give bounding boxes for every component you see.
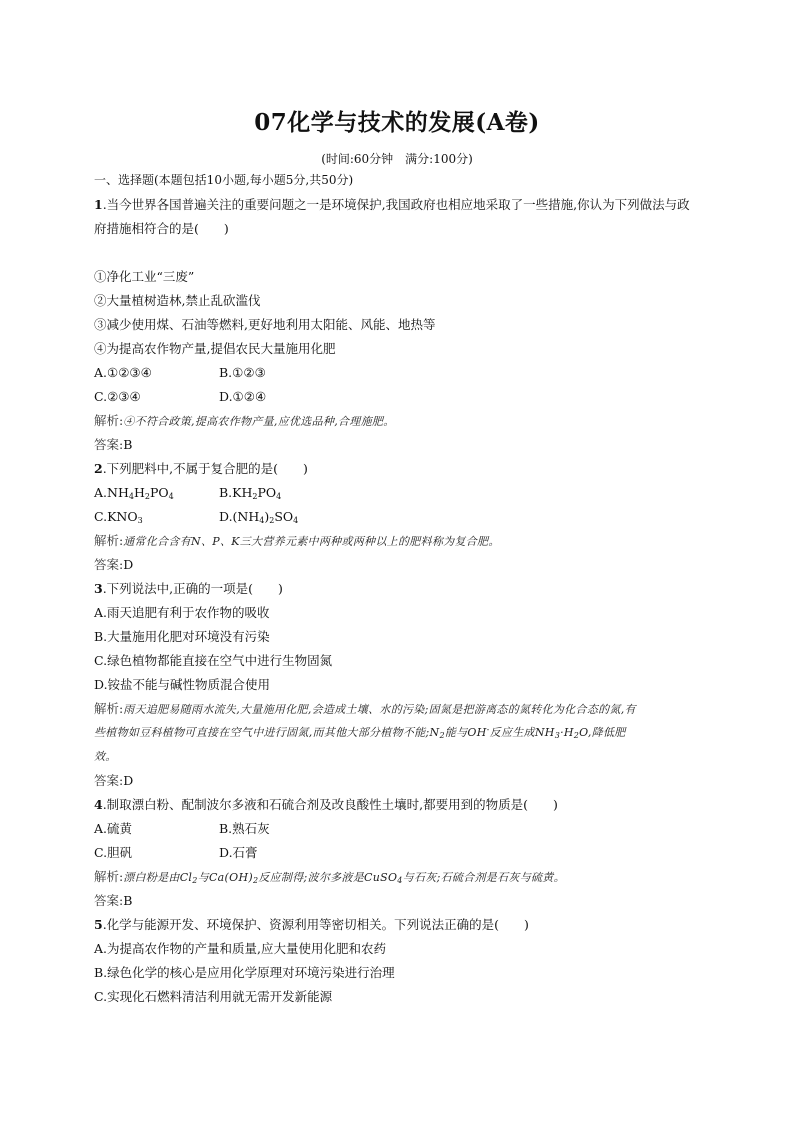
statement-item: ④为提高农作物产量,提倡农民大量施用化肥 (94, 341, 336, 356)
option-a: A.为提高农作物的产量和质量,应大量使用化肥和农药 (94, 941, 386, 956)
option-a: A.雨天追肥有利于农作物的吸收 (94, 605, 270, 620)
option-c: C.实现化石燃料清洁利用就无需开发新能源 (94, 989, 333, 1004)
answer-label: 答案: (94, 557, 124, 572)
document-title: 07化学与技术的发展(A卷) (254, 109, 540, 136)
answer: 答案:D (94, 557, 134, 572)
option-row (94, 820, 270, 838)
answer-label: 答案: (94, 773, 124, 788)
option-b: $B.KH_2PO_4$ (219, 485, 282, 501)
option-d: D.铵盐不能与碱性物质混合使用 (94, 677, 271, 692)
answer: 答案:D (94, 773, 134, 788)
explanation-label: 解析: (94, 869, 124, 884)
option-row (94, 364, 266, 382)
explanation-cont: 些植物如豆科植物可直接在空气中进行固氮,而其他大部分植物不能$;N_2$能与OH-反应生成$NH_3\cdot H_2O$,降低肥 (94, 725, 626, 740)
question-number: 1 (94, 197, 103, 212)
explanation-label: 解析: (94, 701, 124, 716)
question-1-stem: 1.当今世界各国普遍关注的重要问题之一是环境保护,我国政府也相应地采取了一些措施,你认为下列做法与政 (94, 197, 690, 212)
section-heading: 一、选择题(本题包括10小题,每小题5分,共50分) (94, 173, 354, 187)
option-d: D.石膏 (219, 845, 258, 860)
exam-info: (时间:60分钟 满分:100分) (321, 152, 473, 166)
explanation: 解析:雨天追肥易随雨水流失,大量施用化肥,会造成土壤、水的污染;固氮是把游离态的氮转化为化合态的氮,有 (94, 701, 636, 716)
option-d: D.①②④ (219, 389, 267, 404)
question-4-stem: 4.制取漂白粉、配制波尔多液和石硫合剂及改良酸性土壤时,都要用到的物质是( ) (94, 797, 558, 812)
option-a: A.①②③④ (94, 365, 152, 380)
question-number: 5 (94, 917, 103, 932)
explanation: 解析:④不符合政策,提高农作物产量,应优选品种,合理施肥。 (94, 413, 395, 428)
option-c: C.胆矾 (94, 845, 133, 860)
option-b: B.熟石灰 (219, 821, 270, 836)
statement-item: ②大量植树造林,禁止乱砍滥伐 (94, 293, 261, 308)
statement-item: ①净化工业“三废” (94, 269, 195, 284)
option-row (94, 844, 258, 862)
explanation-label: 解析: (94, 413, 124, 428)
option-c: C.绿色植物都能直接在空气中进行生物固氮 (94, 653, 333, 668)
answer: 答案:B (94, 437, 133, 452)
explanation-label: 解析: (94, 533, 124, 548)
question-2-stem: 2.下列肥料中,不属于复合肥的是( ) (94, 461, 308, 476)
option-row (94, 388, 267, 406)
answer-label: 答案: (94, 437, 124, 452)
answer: 答案:B (94, 893, 133, 908)
option-d: $D.(NH_4)_2SO_4$ (219, 509, 299, 525)
option-c: C.②③④ (94, 389, 141, 404)
answer-label: 答案: (94, 893, 124, 908)
question-number: 3 (94, 581, 103, 596)
option-row (94, 484, 282, 502)
question-number: 2 (94, 461, 103, 476)
option-b: B.绿色化学的核心是应用化学原理对环境污染进行治理 (94, 965, 395, 980)
option-b: B.大量施用化肥对环境没有污染 (94, 629, 270, 644)
option-c: $C.KNO_3$ (94, 509, 143, 525)
option-row (94, 508, 299, 526)
question-1-stem-cont: 府措施相符合的是( ) (94, 221, 229, 236)
explanation-cont: 效。 (94, 750, 117, 763)
option-a: A.硫黄 (94, 821, 133, 836)
option-a: $A.NH_4H_2PO_4$ (94, 485, 174, 501)
question-5-stem: 5.化学与能源开发、环境保护、资源利用等密切相关。下列说法正确的是( ) (94, 917, 529, 932)
option-b: B.①②③ (219, 365, 266, 380)
question-number: 4 (94, 797, 103, 812)
question-3-stem: 3.下列说法中,正确的一项是( ) (94, 581, 283, 596)
explanation: 解析:漂白粉是由$Cl_2$与$Ca(OH)_2$反应制得;波尔多液是CuSO$_4$与石灰;石硫合剂是石灰与硫黄。 (94, 869, 565, 885)
statement-item: ③减少使用煤、石油等燃料,更好地利用太阳能、风能、地热等 (94, 317, 436, 332)
explanation: 解析:通常化合含有N、P、K三大营养元素中两种或两种以上的肥料称为复合肥。 (94, 533, 500, 548)
